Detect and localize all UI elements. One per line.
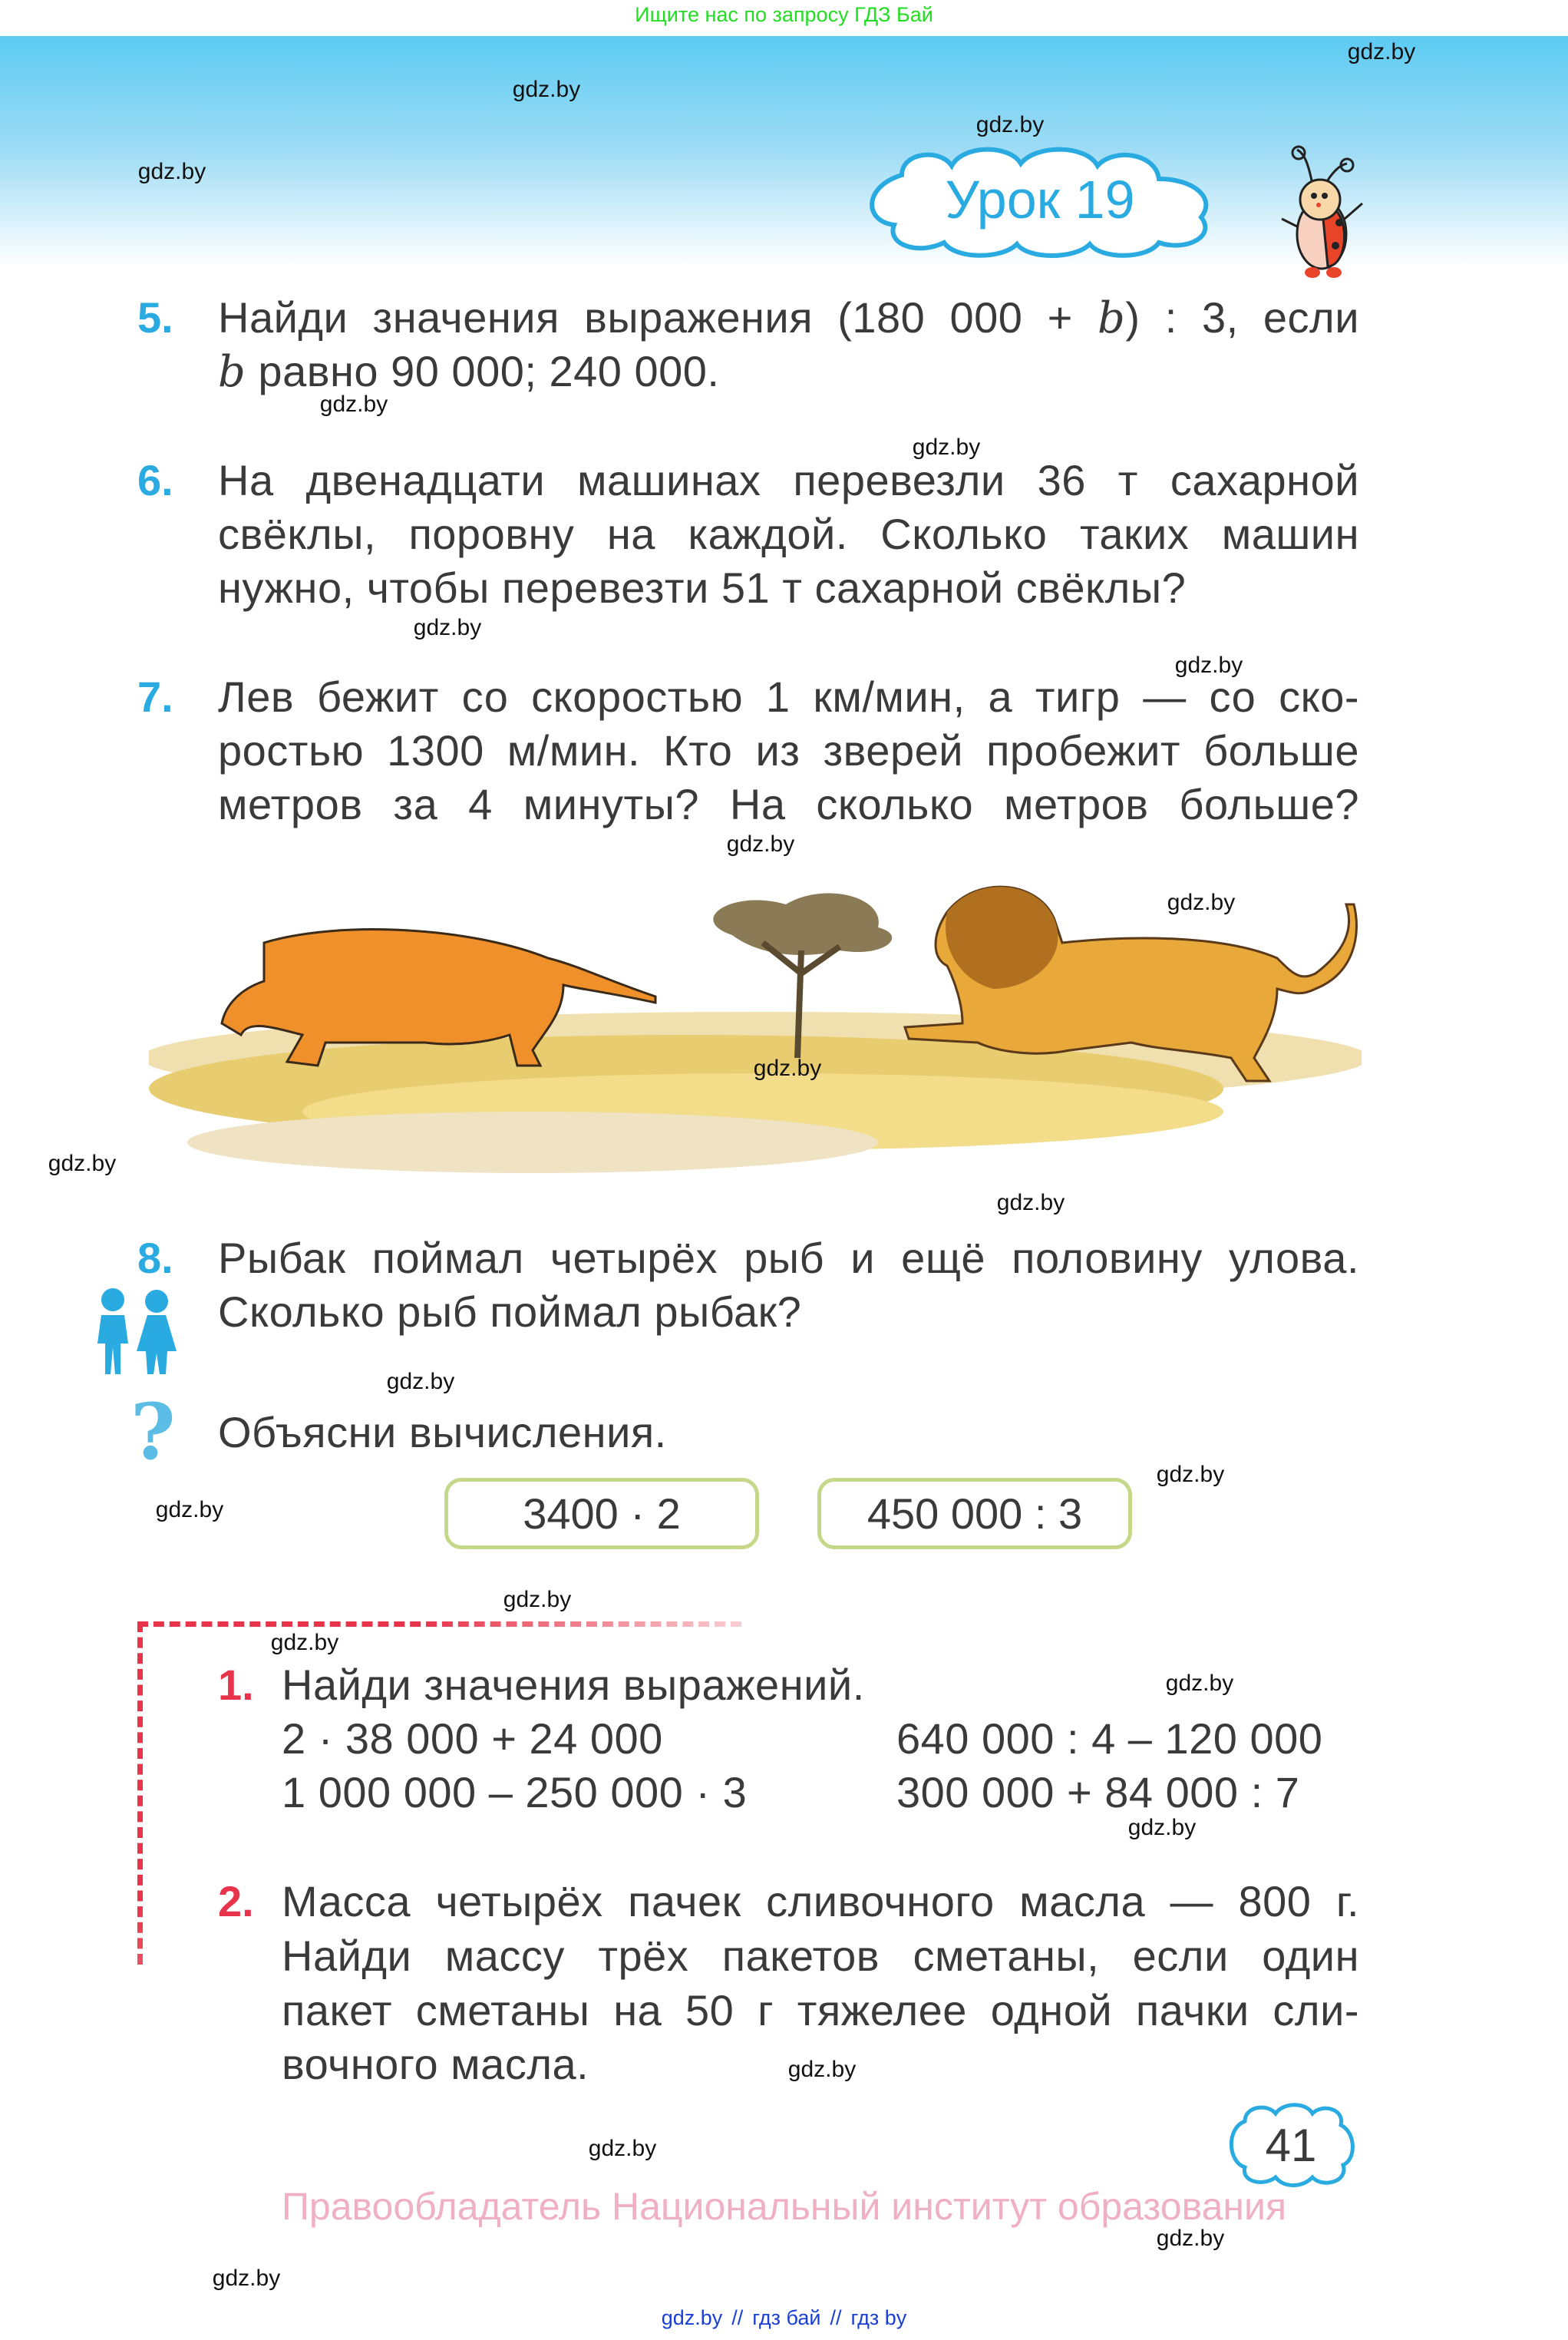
watermark: gdz.by [1174, 653, 1243, 678]
question-mark-icon: ? [130, 1386, 176, 1477]
watermark: gdz.by [1156, 1462, 1225, 1487]
task-6-number: 6. [137, 456, 173, 504]
review-1-expr: 300 000 + 84 000 : 7 [896, 1768, 1300, 1816]
task-5-variable: b [218, 347, 246, 397]
watermark: gdz.by [726, 831, 795, 857]
watermark: gdz.by [503, 1587, 572, 1612]
review-1-expr: 640 000 : 4 – 120 000 [896, 1714, 1323, 1763]
explain-text: Объясни вычисления. [218, 1408, 667, 1456]
review-2-line: пакет сметаны на 50 г тяжелее одной пачки сли- [282, 1986, 1359, 2034]
watermark: gdz.by [975, 112, 1045, 137]
watermark: gdz.by [512, 77, 581, 102]
task-6-line: свёклы, поровну на каждой. Сколько таких машин [218, 510, 1359, 558]
link-gdz-by[interactable]: gdz.by [661, 2306, 723, 2329]
expression-box-1: 3400 · 2 [444, 1478, 759, 1549]
task-5-variable: b [1098, 293, 1126, 343]
task-5-line-1 [218, 291, 1359, 345]
link-gdz-by-cyr[interactable]: гдз by [850, 2306, 907, 2329]
expression-box-2: 450 000 : 3 [817, 1478, 1132, 1549]
task-7-line: ростью 1300 м/мин. Кто из зверей пробежит больше [218, 726, 1359, 775]
watermark: gdz.by [753, 1056, 822, 1081]
separator: // [731, 2306, 744, 2329]
review-1-expr: 2 · 38 000 + 24 000 [282, 1714, 663, 1763]
pair-work-kids-icon [86, 1286, 186, 1378]
link-gdz-bai[interactable]: гдз бай [752, 2306, 821, 2329]
ladybug-icon [1274, 142, 1374, 280]
watermark: gdz.by [137, 159, 206, 184]
review-2-line: Масса четырёх пачек сливочного масла — 800 г. [282, 1877, 1359, 1925]
task-8-line: Рыбак поймал четырёх рыб и ещё половину улова. [218, 1234, 1359, 1282]
task-7-number: 7. [137, 673, 173, 721]
watermark: gdz.by [1167, 890, 1236, 915]
review-1-title: Найди значения выражений. [282, 1661, 865, 1709]
watermark: gdz.by [48, 1151, 117, 1176]
watermark: gdz.by [212, 2266, 281, 2291]
review-1-expr: 1 000 000 – 250 000 · 3 [282, 1768, 748, 1816]
task-8-line: Сколько рыб поймал рыбак? [218, 1287, 802, 1336]
watermark: gdz.by [1127, 1815, 1197, 1840]
task-8-number: 8. [137, 1234, 173, 1282]
watermark: gdz.by [1156, 2226, 1225, 2251]
task-7-line: Лев бежит со скоростью 1 км/мин, а тигр — со ско- [218, 673, 1359, 721]
task-7-line: метров за 4 минуты? На сколько метров больше? [218, 780, 1359, 828]
copyright-footer: Правообладатель Национальный институт образования [281, 2185, 1287, 2228]
separator: // [830, 2306, 842, 2329]
task-5-text: равно 90 000; 240 000. [246, 347, 720, 395]
review-2-line: Найди массу трёх пакетов сметаны, если один [282, 1932, 1359, 1980]
watermark: gdz.by [1165, 1671, 1234, 1696]
bottom-links [0, 2306, 1568, 2330]
search-hint: Ищите нас по запросу ГДЗ Бай [635, 3, 933, 26]
review-1-number: 1. [218, 1661, 254, 1709]
watermark: gdz.by [996, 1190, 1065, 1215]
watermark: gdz.by [1347, 39, 1416, 64]
watermark: gdz.by [787, 2057, 857, 2082]
page-number: 41 [1265, 2120, 1317, 2171]
task-5-text: ) : 3, если [1125, 293, 1359, 342]
review-2-line: вочного масла. [282, 2040, 589, 2088]
watermark: gdz.by [386, 1369, 455, 1394]
watermark: gdz.by [155, 1497, 224, 1522]
task-6-line: нужно, чтобы перевезти 51 т сахарной свёклы? [218, 564, 1187, 612]
review-2-number: 2. [218, 1877, 254, 1925]
task-5-number: 5. [137, 293, 173, 342]
watermark: gdz.by [912, 435, 981, 460]
watermark: gdz.by [588, 2136, 657, 2161]
lesson-title: Урок 19 [945, 170, 1135, 230]
watermark: gdz.by [270, 1630, 339, 1655]
task-5-line-2 [218, 345, 719, 398]
task-5-text: Найди значения выражения (180 000 + [218, 293, 1098, 342]
watermark: gdz.by [319, 392, 388, 417]
watermark: gdz.by [413, 615, 482, 640]
task-6-line: На двенадцати машинах перевезли 36 т сахарной [218, 456, 1359, 504]
